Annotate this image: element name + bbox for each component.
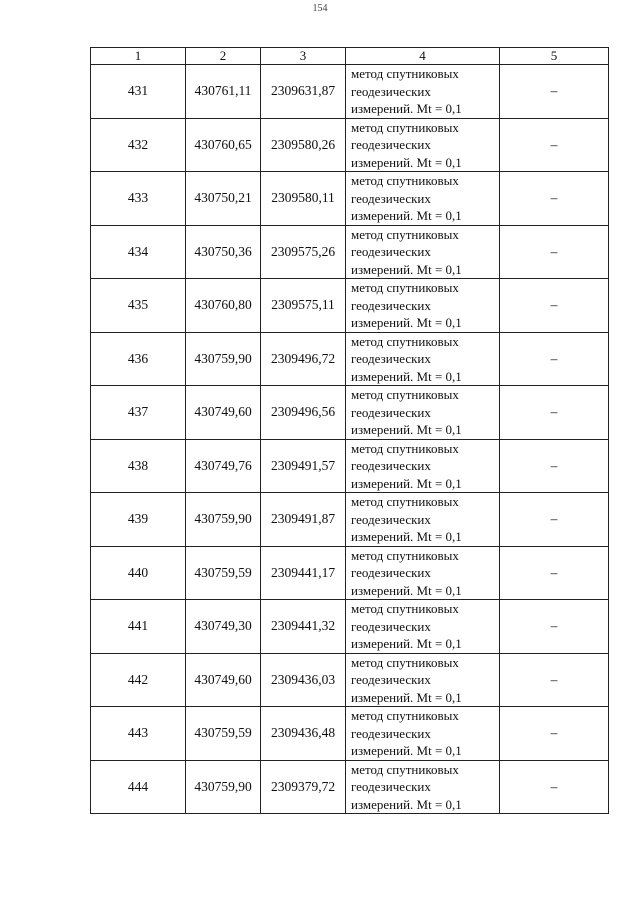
method-line: измерений. Mt = 0,1 <box>351 101 462 116</box>
method-cell <box>346 172 500 226</box>
method-line: геодезических <box>351 83 431 99</box>
method-line: метод спутниковых <box>351 708 459 723</box>
method-line: метод спутниковых <box>351 761 459 777</box>
note-cell: – <box>500 65 609 119</box>
y-coordinate-cell: 2309575,26 <box>261 225 346 279</box>
table-body <box>91 65 609 814</box>
table-row <box>91 707 609 761</box>
note-cell: – <box>500 707 609 761</box>
method-line: метод спутниковых <box>351 173 459 188</box>
method-cell <box>346 707 500 761</box>
method-cell <box>346 546 500 600</box>
method-cell <box>346 225 500 279</box>
table-header-row <box>91 48 609 65</box>
method-line: геодезических <box>351 618 431 634</box>
note-cell: – <box>500 760 609 814</box>
method-line: измерений. Mt = 0,1 <box>351 154 462 170</box>
note-cell: – <box>500 439 609 493</box>
method-cell <box>346 653 500 707</box>
table-row <box>91 279 609 333</box>
method-line: геодезических <box>351 725 431 741</box>
method-cell <box>346 600 500 654</box>
note-cell: – <box>500 653 609 707</box>
table-row <box>91 493 609 547</box>
note-cell: – <box>500 546 609 600</box>
y-coordinate-cell: 2309631,87 <box>261 65 346 119</box>
point-number-cell: 435 <box>91 279 186 333</box>
x-coordinate-cell: 430749,60 <box>186 653 261 707</box>
y-coordinate-cell: 2309441,32 <box>261 600 346 654</box>
y-coordinate-cell: 2309496,72 <box>261 332 346 386</box>
coordinates-table <box>90 47 609 814</box>
method-cell <box>346 332 500 386</box>
method-line: метод спутниковых <box>351 440 459 456</box>
method-line: измерений. Mt = 0,1 <box>351 796 462 812</box>
method-cell <box>346 386 500 440</box>
method-line: геодезических <box>351 779 431 794</box>
note-cell: – <box>500 332 609 386</box>
point-number-cell: 442 <box>91 653 186 707</box>
method-line: геодезических <box>351 137 431 152</box>
y-coordinate-cell: 2309436,48 <box>261 707 346 761</box>
point-number-cell: 439 <box>91 493 186 547</box>
note-cell: – <box>500 172 609 226</box>
point-number-cell: 432 <box>91 118 186 172</box>
method-line: измерений. Mt = 0,1 <box>351 208 462 223</box>
x-coordinate-cell: 430750,36 <box>186 225 261 279</box>
method-cell <box>346 65 500 119</box>
x-coordinate-cell: 430749,30 <box>186 600 261 654</box>
method-line: измерений. Mt = 0,1 <box>351 422 462 437</box>
table-row <box>91 332 609 386</box>
method-line: метод спутниковых <box>351 333 459 349</box>
table-row <box>91 172 609 226</box>
method-line: измерений. Mt = 0,1 <box>351 529 462 544</box>
y-coordinate-cell: 2309491,87 <box>261 493 346 547</box>
note-cell: – <box>500 279 609 333</box>
method-line: измерений. Mt = 0,1 <box>351 368 462 384</box>
method-line: геодезических <box>351 190 431 206</box>
x-coordinate-cell: 430760,65 <box>186 118 261 172</box>
method-line: геодезических <box>351 511 431 527</box>
header-col-4: 4 <box>346 48 500 65</box>
x-coordinate-cell: 430761,11 <box>186 65 261 119</box>
x-coordinate-cell: 430760,80 <box>186 279 261 333</box>
method-line: геодезических <box>351 404 431 420</box>
method-line: метод спутниковых <box>351 280 459 295</box>
y-coordinate-cell: 2309580,11 <box>261 172 346 226</box>
x-coordinate-cell: 430749,76 <box>186 439 261 493</box>
x-coordinate-cell: 430759,90 <box>186 493 261 547</box>
y-coordinate-cell: 2309436,03 <box>261 653 346 707</box>
header-col-3: 3 <box>261 48 346 65</box>
method-line: измерений. Mt = 0,1 <box>351 475 462 491</box>
point-number-cell: 434 <box>91 225 186 279</box>
table-row <box>91 760 609 814</box>
note-cell: – <box>500 225 609 279</box>
table-row <box>91 118 609 172</box>
method-cell <box>346 279 500 333</box>
y-coordinate-cell: 2309580,26 <box>261 118 346 172</box>
method-cell <box>346 760 500 814</box>
method-line: метод спутниковых <box>351 601 459 616</box>
table-row <box>91 546 609 600</box>
x-coordinate-cell: 430749,60 <box>186 386 261 440</box>
point-number-cell: 440 <box>91 546 186 600</box>
table-row <box>91 386 609 440</box>
method-line: измерений. Mt = 0,1 <box>351 582 462 598</box>
method-line: измерений. Mt = 0,1 <box>351 743 462 758</box>
point-number-cell: 436 <box>91 332 186 386</box>
x-coordinate-cell: 430759,90 <box>186 332 261 386</box>
method-line: измерений. Mt = 0,1 <box>351 261 462 277</box>
y-coordinate-cell: 2309379,72 <box>261 760 346 814</box>
table-row <box>91 439 609 493</box>
x-coordinate-cell: 430759,59 <box>186 546 261 600</box>
method-cell <box>346 439 500 493</box>
point-number-cell: 441 <box>91 600 186 654</box>
method-line: измерений. Mt = 0,1 <box>351 636 462 651</box>
method-line: метод спутниковых <box>351 494 459 509</box>
page-number: 154 <box>312 3 328 14</box>
method-line: геодезических <box>351 297 431 313</box>
point-number-cell: 433 <box>91 172 186 226</box>
note-cell: – <box>500 600 609 654</box>
method-line: метод спутниковых <box>351 226 459 242</box>
table-row <box>91 65 609 119</box>
table-row <box>91 653 609 707</box>
method-line: геодезических <box>351 244 431 259</box>
method-cell <box>346 118 500 172</box>
method-line: метод спутниковых <box>351 66 459 81</box>
method-line: метод спутниковых <box>351 547 459 563</box>
point-number-cell: 444 <box>91 760 186 814</box>
x-coordinate-cell: 430750,21 <box>186 172 261 226</box>
x-coordinate-cell: 430759,90 <box>186 760 261 814</box>
method-line: измерений. Mt = 0,1 <box>351 315 462 330</box>
point-number-cell: 438 <box>91 439 186 493</box>
point-number-cell: 431 <box>91 65 186 119</box>
table-row <box>91 600 609 654</box>
y-coordinate-cell: 2309441,17 <box>261 546 346 600</box>
point-number-cell: 443 <box>91 707 186 761</box>
header-col-1: 1 <box>91 48 186 65</box>
method-line: измерений. Mt = 0,1 <box>351 689 462 705</box>
y-coordinate-cell: 2309575,11 <box>261 279 346 333</box>
method-line: геодезических <box>351 565 431 580</box>
point-number-cell: 437 <box>91 386 186 440</box>
table-row <box>91 225 609 279</box>
y-coordinate-cell: 2309491,57 <box>261 439 346 493</box>
y-coordinate-cell: 2309496,56 <box>261 386 346 440</box>
method-line: геодезических <box>351 458 431 473</box>
method-line: геодезических <box>351 351 431 366</box>
method-cell <box>346 493 500 547</box>
x-coordinate-cell: 430759,59 <box>186 707 261 761</box>
method-line: метод спутниковых <box>351 387 459 402</box>
header-col-2: 2 <box>186 48 261 65</box>
method-line: метод спутниковых <box>351 654 459 670</box>
method-line: геодезических <box>351 672 431 687</box>
method-line: метод спутниковых <box>351 119 459 135</box>
note-cell: – <box>500 118 609 172</box>
note-cell: – <box>500 386 609 440</box>
header-col-5: 5 <box>500 48 609 65</box>
note-cell: – <box>500 493 609 547</box>
